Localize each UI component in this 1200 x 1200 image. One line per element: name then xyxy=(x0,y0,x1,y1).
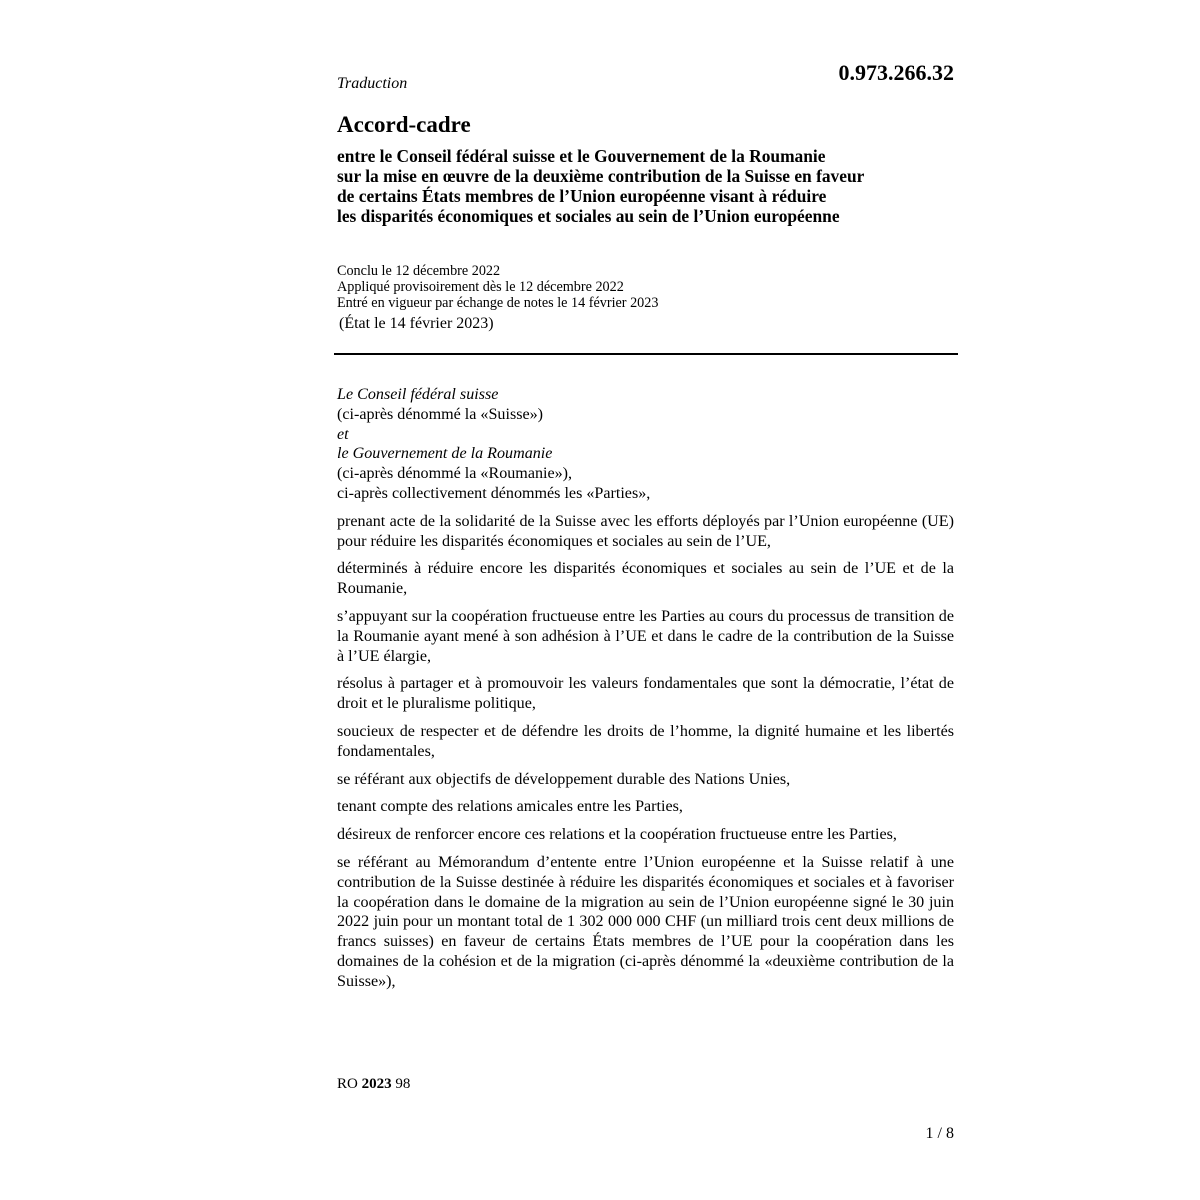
party-2-alias: (ci-après dénommé la «Roumanie»), xyxy=(337,465,573,483)
ro-page: 98 xyxy=(395,1076,411,1092)
document-title: Accord-cadre xyxy=(337,112,471,137)
recital-paragraph: prenant acte de la solidarité de la Suisse avec les efforts déployés par l’Union européenne (UE) pour réduire les disparités économiques et sociales au sein de l’UE, xyxy=(337,512,954,550)
recital-paragraph: soucieux de respecter et de défendre les droits de l’homme, la dignité humaine et les libertés fondamentales, xyxy=(337,722,954,760)
recital-paragraph: se référant aux objectifs de développement durable des Nations Unies, xyxy=(337,770,791,788)
date-info xyxy=(337,263,957,311)
subtitle-line: entre le Conseil fédéral suisse et le Gouvernement de la Roumanie xyxy=(337,146,826,166)
subtitle-line: sur la mise en œuvre de la deuxième contribution de la Suisse en faveur xyxy=(337,166,865,186)
official-compilation-reference xyxy=(337,1075,410,1093)
recital-paragraph: se référant au Mémorandum d’entente entre l’Union européenne et la Suisse relatif à une contribution de la Suisse destinée à réduire les disparités économiques et sociales et à favoriser la coopération dans le domaine de la migration au sein de l’Union européenne signé le 30 juin 2022 juin pour un montant total de 1 302 000 000 CHF (un milliard trois cent deux millions de francs suisses) en faveur de certains États membres de l’UE pour la coopération dans les domaines de la cohésion et de la migration (ci-après dénommé la «deuxième contribution de la Suisse»), xyxy=(337,853,954,990)
recital-paragraph: désireux de renforcer encore ces relations et la coopération fructueuse entre les Parties, xyxy=(337,826,897,844)
ro-prefix: RO xyxy=(337,1076,358,1092)
recital-paragraph: s’appuyant sur la coopération fructueuse entre les Parties au cours du processus de transition de la Roumanie ayant mené à son adhésion à l’UE et dans le cadre de la contribution de la Suisse à l’UE élargie, xyxy=(337,607,954,665)
ro-year: 2023 xyxy=(361,1076,392,1092)
page-number: 1 / 8 xyxy=(925,1125,954,1142)
subtitle-line: de certains États membres de l’Union européenne visant à réduire xyxy=(337,186,827,206)
recital-paragraph: tenant compte des relations amicales entre les Parties, xyxy=(337,798,683,816)
date-in-force: Entré en vigueur par échange de notes le 14 février 2023 xyxy=(337,295,659,311)
date-concluded: Conclu le 12 décembre 2022 xyxy=(337,263,501,279)
party-2: le Gouvernement de la Roumanie xyxy=(337,445,553,463)
subtitle-line: les disparités économiques et sociales au sein de l’Union européenne xyxy=(337,206,840,226)
party-1-alias: (ci-après dénommé la «Suisse») xyxy=(337,405,544,423)
date-provisional: Appliqué provisoirement dès le 12 décembre 2022 xyxy=(337,279,624,295)
recital-paragraph: résolus à partager et à promouvoir les valeurs fondamentales que sont la démocratie, l’état de droit et le pluralisme politique, xyxy=(337,675,954,713)
document-header xyxy=(337,74,957,334)
collective-alias: ci-après collectivement dénommés les «Parties», xyxy=(337,484,651,502)
status-date: (État le 14 février 2023) xyxy=(339,315,494,332)
recital-paragraph: déterminés à réduire encore les disparités économiques et sociales au sein de l’UE et de la Roumanie, xyxy=(337,560,954,598)
preamble xyxy=(337,385,954,504)
document-subtitle xyxy=(337,146,957,226)
rs-number: 0.973.266.32 xyxy=(838,60,954,85)
header-divider xyxy=(334,353,958,355)
conjunction: et xyxy=(337,425,349,443)
party-1: Le Conseil fédéral suisse xyxy=(337,386,499,403)
translation-note: Traduction xyxy=(337,75,408,92)
document-body xyxy=(337,385,954,992)
